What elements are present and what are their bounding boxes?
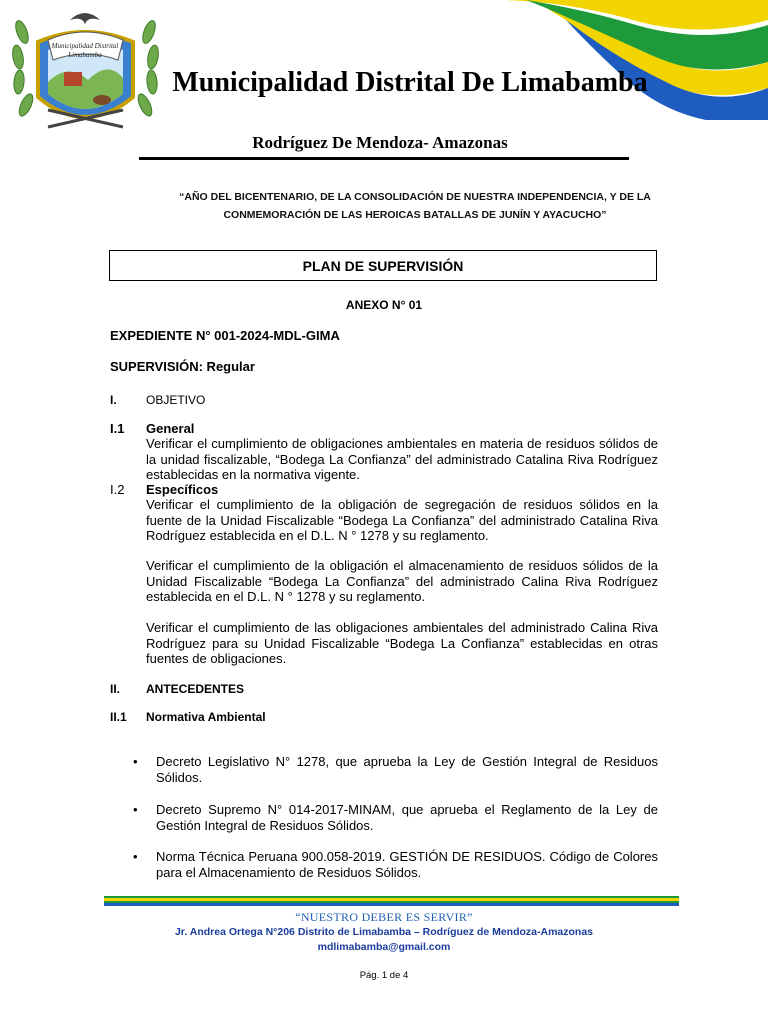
subsection-general-title: General: [146, 421, 195, 436]
page-number: Pág. 1 de 4: [359, 970, 409, 981]
section-1-title: OBJETIVO: [146, 393, 206, 407]
footer-address: Jr. Andrea Ortega N°206 Distrito de Limabamba – Rodríguez de Mendoza-Amazonas: [174, 926, 594, 938]
footer-flag-stripes: [104, 896, 679, 906]
municipality-title: Municipalidad Distrital De Limabamba: [172, 67, 648, 98]
municipality-subtitle: Rodríguez De Mendoza- Amazonas: [252, 133, 508, 152]
specific-objective-2: Verificar el cumplimiento de la obligación el almacenamiento de residuos sólidos de la Unidad Fiscalizable “Bodega La Confianza” del administrado Calina Riva Rodríguez establecida en el D.L. N ° 1278 y su reglamento.: [146, 558, 658, 604]
list-item: Norma Técnica Peruana 900.058-2019. GESTIÓN DE RESIDUOS. Código de Colores para el Almacenamiento de Residuos Sólidos.: [156, 849, 658, 880]
section-2-number: II.: [110, 682, 121, 696]
subsection-2-1-number: II.1: [110, 710, 127, 724]
general-objective-text: Verificar el cumplimiento de obligaciones ambientales en materia de residuos sólidos de la unidad fiscalizable, “Bodega La Confianza” del administrado Catalina Riva Rodríguez establecidas en la normativa vigente.: [146, 436, 658, 482]
list-item: Decreto Supremo N° 014-2017-MINAM, que aprueba el Reglamento de la Ley de Gestión Integral de Residuos Sólidos.: [156, 802, 658, 833]
specific-objective-3: Verificar el cumplimiento de las obligaciones ambientales del administrado Calina Riva Rodríguez para su Unidad Fiscalizable “Bodega La Confianza” establecidas en otras fuentes de obligaciones.: [146, 620, 658, 666]
list-item: Decreto Legislativo N° 1278, que aprueba la Ley de Gestión Integral de Residuos Sólidos.: [156, 754, 658, 785]
specific-objective-1: Verificar el cumplimiento de la obligación de segregación de residuos sólidos en la fuente de la Unidad Fiscalizable “Bodega La Confianza” del administrado Catalina Riva Rodríguez establecida en el D.L. N ° 1278 y su reglamento.: [146, 497, 658, 543]
regional-flag: [506, 0, 768, 120]
section-2-title: ANTECEDENTES: [146, 682, 245, 696]
subsection-specific-number: I.2: [110, 482, 125, 497]
plan-title: PLAN DE SUPERVISIÓN: [109, 250, 657, 281]
svg-text:Limabamba: Limabamba: [68, 51, 102, 59]
subsection-specific-title: Específicos: [146, 482, 219, 497]
section-1-number: I.: [110, 393, 117, 407]
subsection-2-1-title: Normativa Ambiental: [146, 710, 266, 724]
bullet-icon: •: [133, 754, 138, 769]
year-motto: “AÑO DEL BICENTENARIO, DE LA CONSOLIDACIÓN DE NUESTRA INDEPENDENCIA, Y DE LA CONMEMORACIÓN DE LAS HEROICAS BATALLAS DE JUNÍN Y AYACUCHO”: [179, 191, 651, 221]
municipal-coat-of-arms: [8, 2, 163, 144]
footer-motto: “NUESTRO DEBER ES SERVIR”: [295, 910, 473, 924]
supervision-type: SUPERVISIÓN: Regular: [110, 359, 255, 374]
annex-label: ANEXO N° 01: [345, 298, 423, 312]
svg-text:Municipalidad Distrital: Municipalidad Distrital: [51, 42, 119, 50]
header-divider: [139, 157, 629, 160]
subsection-general-number: I.1: [110, 421, 125, 436]
file-number: EXPEDIENTE N° 001-2024-MDL-GIMA: [110, 328, 340, 343]
bullet-icon: •: [133, 849, 138, 864]
bullet-icon: •: [133, 802, 138, 817]
footer-email: mdlimabamba@gmail.com: [317, 941, 451, 953]
